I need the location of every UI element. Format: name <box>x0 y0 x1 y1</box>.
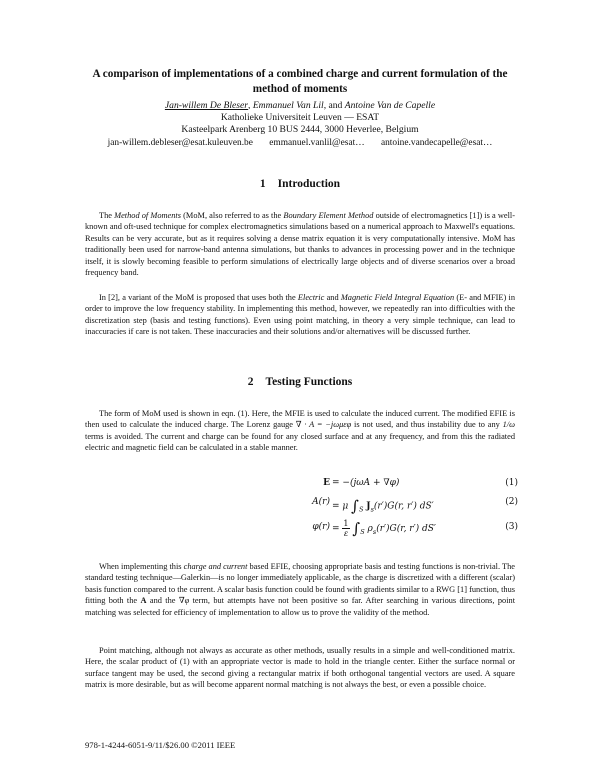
equation-number: (3) <box>505 522 518 532</box>
section-heading-testing-functions <box>0 376 600 388</box>
author-2: Emmanuel Van Lil <box>252 100 324 111</box>
paragraph-testing-1 <box>85 408 515 454</box>
math-subscript: s <box>370 505 374 514</box>
author-1[interactable]: Jan-willem De Bleser <box>164 100 249 111</box>
math-subscript: s <box>372 528 377 536</box>
text-run: is not used, and thus instability due to any <box>351 420 503 430</box>
math-expression: (r′)G(r, r′) dS′ <box>376 524 436 534</box>
paragraph-intro-2 <box>85 292 515 338</box>
term-mfie: Magnetic Field Integral Equation <box>340 293 455 302</box>
equation-number: (2) <box>505 497 518 507</box>
integral-domain: S <box>358 505 364 514</box>
math-symbol: φ(r) <box>312 522 330 532</box>
term-method-of-moments: Method of Moments <box>114 211 181 220</box>
paragraph-intro-1 <box>85 210 515 278</box>
math-symbol: A(r) <box>312 497 330 507</box>
equation-lhs <box>312 522 330 532</box>
text-run: The <box>99 211 115 220</box>
text-run: outside of electromagnetics [1]) is a well-known and oft-used technique for complex electromagnetics simulations based on a numerical approach to Maxwell's equations. Results can be very accurate, but as it requires solving a dense matrix equation it is very computationally intensive. MoM has traditionally been used for narrow-band antenna simulations, but thanks to advances in processing power and in the technique itself, it is slowly becoming feasible to perform simulations of electrically large objects and of diverse scenarios over a broad frequency band. <box>85 211 516 278</box>
title-line-1: A comparison of implementations of a combined charge and current formulation of the <box>92 68 508 80</box>
integral-domain: S <box>360 528 365 536</box>
text-run: and <box>324 293 341 302</box>
fraction-denominator: ε <box>343 529 349 538</box>
text-run: In [2], a variant of the MoM is proposed that uses both the <box>99 293 298 302</box>
equation-number: (1) <box>505 478 518 488</box>
text-run: terms is avoided. The current and charge can be found for any closed surface and at any frequency, and from this the radiated electric and magnetic field can be calculated in a stable manner. <box>85 431 515 453</box>
fraction-numerator: 1 <box>343 519 349 528</box>
integral-sign: ∫ <box>352 519 361 538</box>
copyright-footer: 978-1-4244-6051-9/11/$26.00 ©2011 IEEE <box>85 740 236 750</box>
text-run: based EFIE, choosing appropriate basis and testing functions is non-trivial. The standard testing technique—Galerkin—is no longer immediately applicable, as the charge is discretized with a different (scalar) basis function compared to the current. A scalar basis function could be found with gradients similar to a RWG [1] function, thus fitting both the <box>85 562 515 606</box>
address: Kasteelpark Arenberg 10 BUS 2444, 3000 Heverlee, Belgium <box>181 124 419 136</box>
text-run: When implementing this <box>99 562 184 571</box>
math-symbol: E <box>323 478 330 488</box>
text-run: (E- and MFIE) in order to improve the low frequency stability. In implementing this method, however, we repeatedly ran into difficulties with the discretization step (basis and testing functions). Even using point matching, in theory a very simple technique, can lead to inaccuracies if care is not taken. These inaccuracies and their solutions and/or alternatives will be discussed further. <box>85 293 515 337</box>
author-line: Jan-willem De Bleser, Emmanuel Van Lil, and Antoine Van de Capelle <box>164 100 436 111</box>
section-number: 1 <box>259 178 266 190</box>
equation-rhs <box>332 478 399 488</box>
section-title: Introduction <box>277 178 341 190</box>
email-2[interactable]: emmanuel.vanlil@esat… <box>269 137 365 148</box>
math-symbol: ρ <box>367 524 373 534</box>
author-separator: , and <box>323 100 345 111</box>
text-run: term, but attempts have not been positive so far. After searching in various directions, point matching was selected for efficiency of implementation to allow us to prove the validity of the method. <box>85 596 516 617</box>
term-charge-and-current: charge and current <box>183 562 248 571</box>
equation-1 <box>220 478 518 492</box>
text-run: and the <box>146 596 179 606</box>
text-run: The form of MoM used is shown in eqn. (1). Here, the MFIE is used to calculate the induced current. The modified EFIE is then used to calculate the induced charge. The Lorenz gauge <box>85 409 515 430</box>
email-1[interactable]: jan-willem.debleser@esat.kuleuven.be <box>107 137 253 148</box>
equation-rhs <box>332 519 436 538</box>
equation-lhs <box>323 478 330 488</box>
math-lorenz-gauge: ∇ · A = −jωμεφ <box>295 420 352 430</box>
math-expression: (r′)G(r, r′) dS′ <box>373 501 434 512</box>
term-electric: Electric <box>297 293 325 302</box>
email-3[interactable]: antoine.vandecapelle@esat… <box>380 137 493 148</box>
author-block <box>40 100 560 149</box>
equation-rhs <box>332 497 434 515</box>
term-boundary-element-method: Boundary Element Method <box>283 211 374 220</box>
equation-lhs <box>312 497 330 507</box>
math-symbol: A <box>140 596 147 606</box>
equation-2 <box>220 497 518 515</box>
math-symbol: J <box>366 501 371 512</box>
equation-3 <box>220 519 518 541</box>
integral-sign: ∫ <box>351 497 359 515</box>
section-number: 2 <box>247 376 254 388</box>
math-expression: = −(jωA + ∇φ) <box>332 478 400 488</box>
section-heading-introduction <box>0 178 600 190</box>
fraction <box>342 519 349 538</box>
title-line-2: method of moments <box>252 82 348 95</box>
paper-title <box>60 67 540 96</box>
paragraph-testing-3: Point matching, although not always as accurate as other methods, usually results in a simple and well-conditioned matrix. Here, the scalar product of (1) with an appropriate vector is made to hold in the triangle center. Either the surface normal or surface tangent may be used, the second giving a rectangular matrix if both orthogonal tangential vectors are used. A square matrix is more desirable, but as will become apparent normal matching is not always the best, or even a possible choice. <box>85 646 515 690</box>
affiliation: Katholieke Universiteit Leuven — ESAT <box>220 112 380 124</box>
section-title: Testing Functions <box>265 376 353 388</box>
math-expression: = μ <box>332 501 349 512</box>
math-expression: = <box>332 524 340 534</box>
math-gradient: ∇φ <box>178 596 190 606</box>
paragraph-testing-2 <box>85 561 515 618</box>
text-run: (MoM, also referred to as the <box>181 211 284 220</box>
email-line <box>40 137 560 149</box>
math-one-over-omega: 1/ω <box>502 420 515 430</box>
author-3: Antoine Van de Capelle <box>344 100 436 111</box>
